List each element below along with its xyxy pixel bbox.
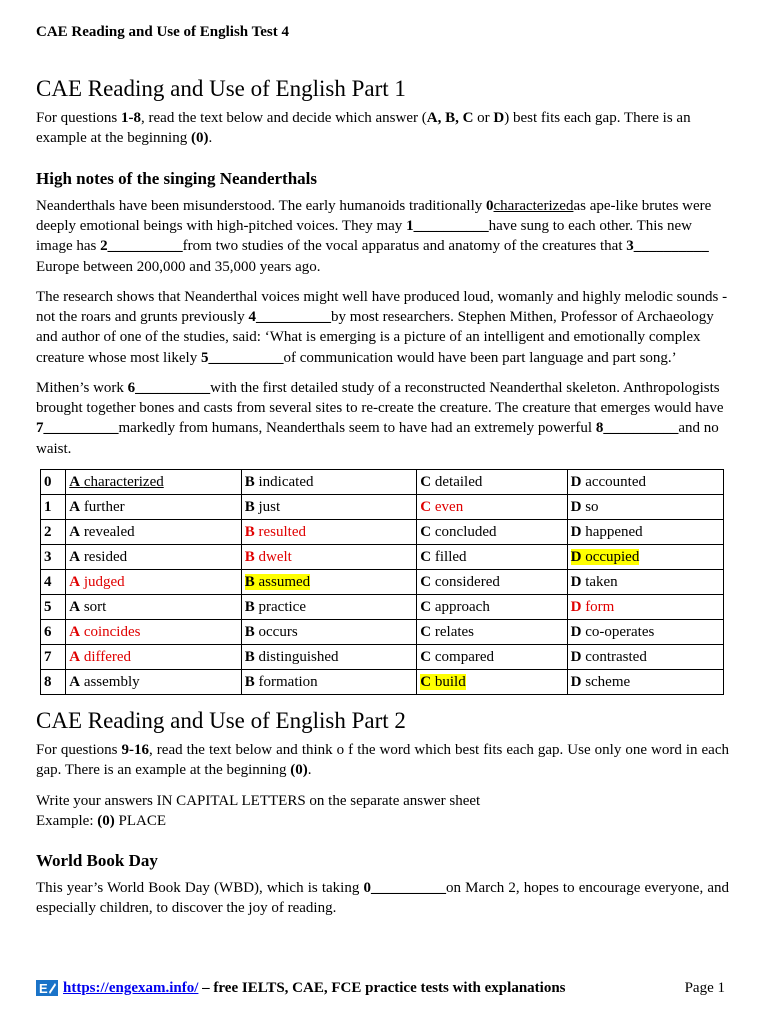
option-letter: B [244,548,255,565]
instr-option-d: D [493,110,505,126]
option-d-content [571,674,631,690]
table-row [41,495,724,520]
option-word: even [434,498,464,515]
example-label: Example: [36,813,98,829]
option-letter: C [420,473,432,490]
option-word: approach [434,598,490,615]
instr-range: 1-8 [121,110,142,126]
option-word: occurs [258,623,298,640]
option-c [417,545,567,570]
option-b [241,620,417,645]
option-d [567,670,723,695]
option-letter: B [244,473,255,490]
option-c-content [420,474,482,490]
option-d-content [571,574,618,590]
paragraph-3 [36,378,729,459]
option-letter: B [244,623,255,640]
option-letter: A [69,523,81,540]
option-letter: B [244,498,255,515]
option-b-content [245,624,298,640]
option-c [417,645,567,670]
option-a [66,620,242,645]
option-word: assumed [258,573,311,590]
option-word: occupied [585,548,640,565]
question-number: 2 [41,520,66,545]
paragraph-2 [36,287,729,368]
option-letter: A [69,623,81,640]
option-d-content [571,649,647,665]
option-word: formation [258,673,318,690]
option-word: practice [258,598,306,615]
option-a-content [69,574,124,590]
option-c [417,495,567,520]
table-row [41,595,724,620]
footer-link[interactable]: https://engexam.info/ [63,980,199,996]
option-word: characterized [83,473,164,490]
option-letter: C [420,573,432,590]
option-word: just [258,498,281,515]
option-c-content [420,499,463,515]
option-letter: A [69,598,81,615]
gap-1: 1__________ [406,218,489,235]
option-word: resulted [258,523,306,540]
option-b [241,595,417,620]
option-letter: A [69,548,81,565]
instr-text: . [208,130,213,147]
option-letter: C [420,498,432,515]
option-a [66,645,242,670]
option-b [241,670,417,695]
option-letter: B [244,648,255,665]
gap-0: 0 [486,198,494,214]
text: Europe between 200,000 and 35,000 years ago. [36,258,321,275]
instr-range: 9-16 [121,742,150,758]
option-word: judged [83,573,125,590]
option-b [241,470,417,495]
option-word: relates [434,623,475,640]
page-footer [36,978,729,1000]
option-b-content [245,549,292,565]
option-b [241,495,417,520]
question-number: 0 [41,470,66,495]
option-word: further [83,498,125,515]
gap-0-answer: characterized [493,198,574,214]
option-word: dwelt [258,548,292,565]
option-a [66,570,242,595]
option-b-content [245,599,306,615]
gap-0: 0__________ [363,880,446,896]
option-letter: C [420,523,432,540]
instr-text: For questions [36,110,122,126]
option-d [567,545,723,570]
table-row [41,470,724,495]
option-letter: C [420,598,432,615]
text: of communication would have been part language and part song.’ [283,349,677,366]
option-a-content [69,674,139,690]
page-number: Page 1 [684,980,725,996]
table-row [41,520,724,545]
option-a-content [69,599,106,615]
text: and no waist. [36,420,719,457]
option-d [567,520,723,545]
option-d [567,645,723,670]
option-word: differed [83,648,132,665]
table-row [41,645,724,670]
gap-7: 7__________ [36,420,119,437]
option-c-content [420,599,490,615]
option-word: indicated [258,473,314,490]
text: from two studies of the vocal apparatus and anatomy of the creatures that [182,238,627,255]
option-b [241,545,417,570]
option-letter: C [420,623,432,640]
instr-text: or [473,110,494,126]
option-d-content [571,524,643,540]
option-b-content [245,474,314,490]
option-d-content [571,499,599,515]
option-a-content [69,624,140,640]
option-c-content [420,624,474,640]
text: Mithen’s work [36,380,128,396]
question-number: 4 [41,570,66,595]
text: as ape-like brutes were deeply emotional beings with high-pitched voices. They may [36,198,712,235]
part1-title: CAE Reading and Use of English Part 1 [36,76,406,101]
option-c [417,595,567,620]
instr-text: ) best fits each gap. There is an example at the beginning [36,110,691,147]
option-d-content [571,599,615,615]
text: on March 2, hopes to encourage everyone, and especially children, to discover the joy of reading. [36,880,730,917]
option-c-content [420,574,500,590]
example-word: PLACE [114,813,166,829]
option-b-content [245,674,318,690]
option-d-content [571,549,640,565]
doc-header: CAE Reading and Use of English Test 4 [36,24,289,40]
option-letter: A [69,498,81,515]
instr-text: , read the text below and think o f the word which best fits each gap. Use only one word in each gap. There is an example at the beginning [36,742,729,779]
option-c [417,520,567,545]
option-a-content [69,524,134,540]
option-word: scheme [585,673,631,690]
option-c [417,570,567,595]
option-letter: D [570,623,582,640]
option-letter: A [69,648,81,665]
option-d-content [571,624,655,640]
text: have sung to each other. This new image has [36,218,692,255]
option-letter: D [570,498,582,515]
option-b-content [245,574,310,590]
option-word: happened [585,523,643,540]
option-a-content [69,499,124,515]
instr-example: (0) [290,762,308,779]
footer-tagline: – free IELTS, CAE, FCE practice tests with explanations [198,980,566,996]
option-letter: D [570,573,582,590]
text: with the first detailed study of a reconstructed Neanderthal skeleton. Anthropologists brought together bones and casts from several sites to re-create the creature. The creature that emerges would have [36,380,724,417]
option-a [66,495,242,520]
question-number: 3 [41,545,66,570]
option-a-content [69,549,127,565]
option-letter: C [420,548,432,565]
option-a [66,470,242,495]
part2-capitals-note: Write your answers IN CAPITAL LETTERS on the separate answer sheet [36,793,481,809]
option-letter: D [570,648,582,665]
part2-title: CAE Reading and Use of English Part 2 [36,708,406,733]
gap-4: 4__________ [248,309,331,326]
option-word: compared [434,648,495,665]
engexam-logo-icon [36,980,58,996]
option-d [567,620,723,645]
text: markedly from humans, Neanderthals seem to have had an extremely powerful [118,420,596,437]
question-number: 6 [41,620,66,645]
part2-instructions [36,740,729,780]
table-row [41,670,724,695]
option-d [567,595,723,620]
option-d-content [571,474,646,490]
option-word: concluded [434,523,497,540]
option-word: accounted [585,473,646,490]
question-number: 8 [41,670,66,695]
option-word: build [434,673,466,690]
option-letter: D [570,673,582,690]
option-word: assembly [83,673,140,690]
footer-text [63,980,566,997]
option-letter: B [244,573,255,590]
option-letter: B [244,673,255,690]
option-b [241,645,417,670]
part1-instructions [36,108,729,148]
option-letter: C [420,673,432,690]
option-letter: D [570,598,582,615]
option-c-content [420,649,494,665]
example-num: (0) [97,813,115,829]
option-c [417,470,567,495]
question-number: 7 [41,645,66,670]
option-word: co-operates [585,623,655,640]
option-letter: D [570,523,582,540]
paragraph-1 [36,196,729,277]
option-word: coincides [83,623,141,640]
option-word: filled [434,548,467,565]
option-a [66,520,242,545]
text: This year’s World Book Day (WBD), which is taking [36,880,364,896]
option-letter: A [69,673,81,690]
table-row [41,570,724,595]
table-row [41,620,724,645]
option-word: resided [83,548,128,565]
option-letter: A [69,573,81,590]
option-b [241,520,417,545]
option-b-content [245,524,306,540]
option-d [567,470,723,495]
option-a-content [69,649,131,665]
gap-6: 6__________ [127,380,211,396]
option-c-content [420,549,466,565]
gap-8: 8__________ [595,420,679,437]
option-word: revealed [83,523,135,540]
option-word: contrasted [585,648,647,665]
option-word: detailed [434,473,483,490]
instr-text: . [307,762,312,779]
instr-text: For questions [36,742,122,758]
option-word: so [585,498,599,515]
option-word: distinguished [258,648,339,665]
option-letter: A [69,473,81,490]
option-b-content [245,499,280,515]
option-word: sort [83,598,107,615]
option-letter: B [244,523,255,540]
option-a [66,670,242,695]
option-c [417,670,567,695]
option-c-content [420,524,496,540]
option-c [417,620,567,645]
story-title-2: World Book Day [36,851,158,870]
option-c-content [420,674,465,690]
option-letter: D [570,548,582,565]
option-a-content [69,474,164,490]
instr-options: A, B, C [426,110,474,126]
text: by most researchers. Stephen Mithen, Professor of Archaeology and author of one of the studies, said: ‘What is emerging is a picture of an intelligent and emotionally complex creature whose most likely [36,309,714,366]
text: The research shows that Neanderthal voices might well have produced loud, womanly and highly melodic sounds - not the roars and grunts previously [36,289,728,326]
question-number: 1 [41,495,66,520]
option-a [66,545,242,570]
option-b-content [245,649,339,665]
option-b [241,570,417,595]
gap-5: 5__________ [200,349,284,366]
gap-2: 2__________ [100,238,183,255]
gap-3: 3__________ [626,238,709,255]
option-d [567,570,723,595]
text: Neanderthals have been misunderstood. The early humanoids traditionally [36,198,487,214]
part2-example [36,811,729,831]
instr-example: (0) [190,130,209,147]
answer-options-table [40,469,724,695]
part2-paragraph-1 [36,878,729,918]
option-letter: C [420,648,432,665]
svg-text:E: E [39,981,48,996]
option-a [66,595,242,620]
story-title: High notes of the singing Neanderthals [36,169,317,188]
table-row [41,545,724,570]
option-word: taken [585,573,618,590]
option-d [567,495,723,520]
option-word: form [585,598,615,615]
question-number: 5 [41,595,66,620]
instr-text: , read the text below and decide which answer ( [141,110,427,126]
option-letter: B [244,598,255,615]
option-word: considered [434,573,500,590]
option-letter: D [570,473,582,490]
